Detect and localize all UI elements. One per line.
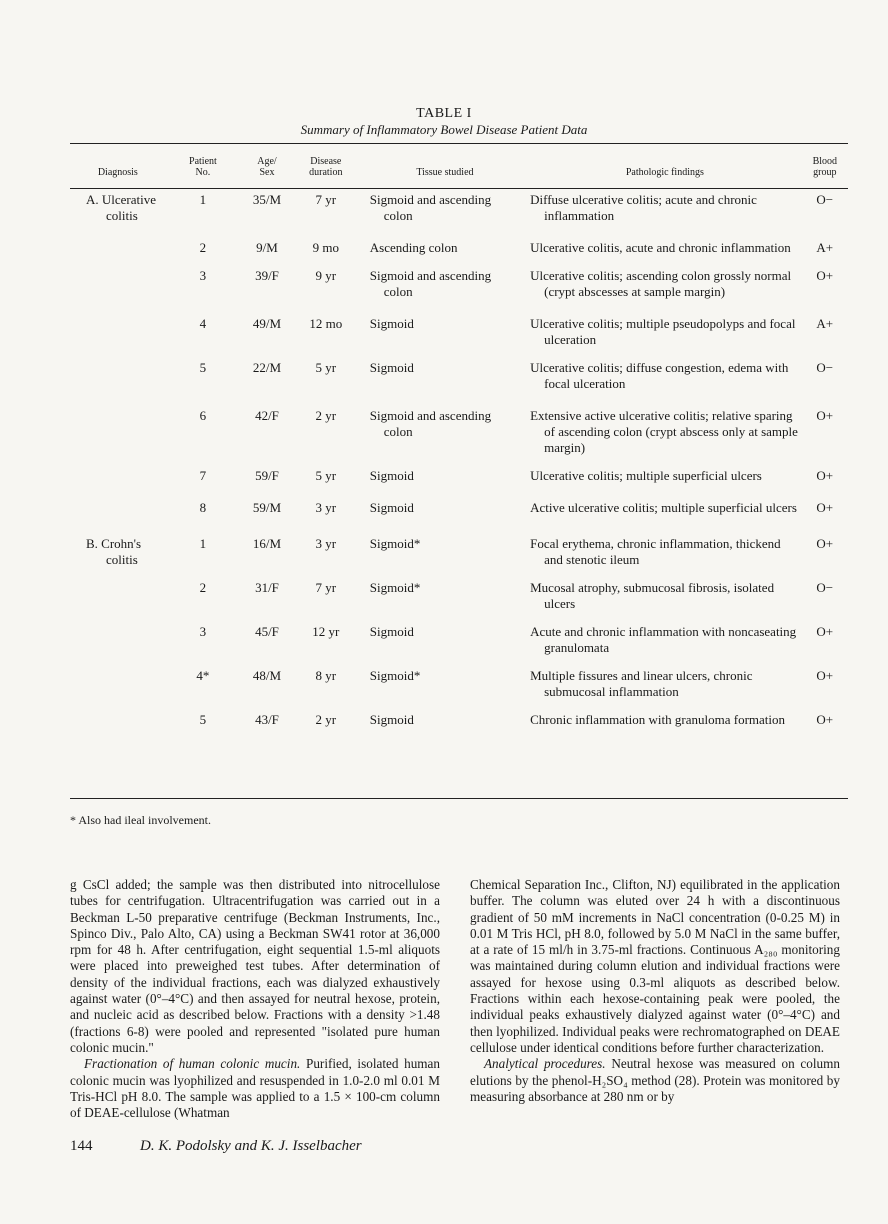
- pathology-cell: [522, 300, 801, 348]
- duration-cell: 2 yr: [315, 712, 337, 727]
- pathology-text: Active ulcerative colitis; multiple superficial ulcers: [530, 500, 797, 515]
- header-pathologic-findings: Pathologic findings: [625, 167, 704, 178]
- pathology-text: Multiple fissures and linear ulcers, chronic submucosal inflammation: [530, 668, 753, 699]
- body-paragraph: Fractionation of human colonic mucin. Purified, isolated human colonic mucin was lyophilized and resuspended in 1.0-2.0 ml 0.01 M Tris-HCl pH 8.0. The sample was applied to a 1.5 × 100-cm column of DEAE-cellulose (Whatman: [70, 1056, 440, 1121]
- patient-no-cell: 5: [199, 360, 207, 375]
- tissue-cell: [356, 700, 522, 728]
- tissue-cell: [356, 568, 522, 612]
- pathology-text: Focal erythema, chronic inflammation, thickend and stenotic ileum: [530, 536, 781, 567]
- patient-no-cell: 2: [199, 580, 207, 595]
- pathology-text: Ulcerative colitis; diffuse congestion, edema with focal ulceration: [530, 360, 789, 391]
- age-sex-cell: 42/F: [255, 408, 279, 423]
- tissue-text: Sigmoid: [369, 316, 414, 331]
- diagnosis-cell: [70, 516, 168, 568]
- diagnosis-cell: [70, 300, 168, 348]
- duration-cell: 12 yr: [312, 624, 340, 639]
- pathology-cell: [522, 484, 801, 516]
- pathology-cell: [522, 700, 801, 728]
- patient-no-cell: 3: [199, 268, 207, 283]
- duration-cell: 7 yr: [315, 192, 337, 207]
- tissue-cell: [356, 516, 522, 568]
- tissue-cell: [356, 348, 522, 392]
- table-row: [70, 656, 848, 700]
- table-row: [70, 182, 848, 224]
- blood-group-cell: O+: [816, 500, 834, 515]
- pathology-cell: [522, 568, 801, 612]
- page-number: 144: [70, 1138, 93, 1154]
- duration-cell: 3 yr: [315, 536, 337, 551]
- table-row: [70, 700, 848, 728]
- age-sex-cell: 16/M: [252, 536, 282, 551]
- table-top-rule: [70, 143, 848, 144]
- table-row: [70, 256, 848, 300]
- pathology-cell: [522, 516, 801, 568]
- tissue-text: Sigmoid*: [369, 668, 421, 683]
- pathology-cell: [522, 456, 801, 484]
- age-sex-cell: 59/F: [255, 468, 279, 483]
- table-header-row: [70, 152, 848, 182]
- diagnosis-cell: [70, 256, 168, 300]
- pathology-text: Ulcerative colitis, acute and chronic inflammation: [530, 240, 791, 255]
- table-row: [70, 568, 848, 612]
- header-age-sex: Age/ Sex: [257, 156, 277, 178]
- tissue-cell: [356, 612, 522, 656]
- table-row: [70, 612, 848, 656]
- table-row: [70, 300, 848, 348]
- pathology-text: Diffuse ulcerative colitis; acute and chronic inflammation: [530, 192, 757, 223]
- tissue-cell: [356, 182, 522, 224]
- diagnosis-cell: [70, 484, 168, 516]
- tissue-cell: [356, 256, 522, 300]
- blood-group-cell: O−: [816, 580, 834, 595]
- page-footer: [70, 1138, 362, 1155]
- age-sex-cell: 43/F: [255, 712, 279, 727]
- patient-no-cell: 3: [199, 624, 207, 639]
- diagnosis-cell: [70, 182, 168, 224]
- body-column-left: [70, 877, 440, 1121]
- tissue-cell: [356, 392, 522, 456]
- table-row: [70, 516, 848, 568]
- table-row: [70, 392, 848, 456]
- diagnosis-label-cont: colitis: [106, 552, 138, 567]
- diagnosis-cell: [70, 392, 168, 456]
- duration-cell: 12 mo: [309, 316, 343, 331]
- age-sex-cell: 45/F: [255, 624, 279, 639]
- diagnosis-label: B. Crohn's: [86, 536, 142, 551]
- tissue-cell: [356, 656, 522, 700]
- body-column-right: [470, 877, 840, 1105]
- pathology-cell: [522, 656, 801, 700]
- diagnosis-cell: [70, 568, 168, 612]
- tissue-text: Sigmoid and ascending colon: [369, 268, 492, 299]
- diagnosis-cell: [70, 700, 168, 728]
- tissue-cell: [356, 300, 522, 348]
- section-heading: Fractionation of human colonic mucin.: [84, 1056, 301, 1072]
- table-row: [70, 484, 848, 516]
- table-body: [70, 182, 848, 728]
- diagnosis-cell: [70, 612, 168, 656]
- age-sex-cell: 9/M: [256, 240, 278, 255]
- tissue-text: Sigmoid and ascending colon: [369, 192, 492, 223]
- duration-cell: 9 mo: [312, 240, 339, 255]
- patient-no-cell: 4*: [196, 668, 210, 683]
- diagnosis-cell: [70, 656, 168, 700]
- table-subtitle: Summary of Inflammatory Bowel Disease Patient Data: [300, 122, 588, 137]
- tissue-cell: [356, 224, 522, 256]
- patient-no-cell: 2: [199, 240, 207, 255]
- header-disease-duration: Disease duration: [309, 156, 343, 178]
- diagnosis-label-cont: colitis: [106, 208, 138, 223]
- header-tissue-studied: Tissue studied: [416, 167, 474, 178]
- blood-group-cell: O+: [816, 536, 834, 551]
- age-sex-cell: 59/M: [252, 500, 282, 515]
- header-diagnosis: Diagnosis: [97, 167, 138, 178]
- tissue-cell: [356, 484, 522, 516]
- pathology-text: Extensive active ulcerative colitis; relative sparing of ascending colon (crypt abscess only at sample margin): [530, 408, 798, 455]
- pathology-text: Mucosal atrophy, submucosal fibrosis, isolated ulcers: [530, 580, 775, 611]
- body-paragraph: Analytical procedures. Neutral hexose was measured on column elutions by the phenol-H₂SO₄ method (28). Protein was monitored by measuring absorbance at 280 nm or by: [470, 1056, 840, 1104]
- tissue-text: Sigmoid*: [369, 536, 421, 551]
- age-sex-cell: 49/M: [252, 316, 282, 331]
- patient-no-cell: 4: [199, 316, 207, 331]
- tissue-text: Ascending colon: [369, 240, 458, 255]
- pathology-text: Chronic inflammation with granuloma formation: [530, 712, 785, 727]
- pathology-cell: [522, 392, 801, 456]
- pathology-cell: [522, 348, 801, 392]
- tissue-text: Sigmoid*: [369, 580, 421, 595]
- pathology-text: Ulcerative colitis; multiple pseudopolyps and focal ulceration: [530, 316, 796, 347]
- blood-group-cell: O+: [816, 468, 834, 483]
- diagnosis-cell: [70, 224, 168, 256]
- diagnosis-cell: [70, 348, 168, 392]
- age-sex-cell: 35/M: [252, 192, 282, 207]
- tissue-cell: [356, 456, 522, 484]
- patient-no-cell: 1: [199, 536, 207, 551]
- tissue-text: Sigmoid: [369, 624, 414, 639]
- pathology-text: Acute and chronic inflammation with noncaseating granulomata: [530, 624, 797, 655]
- age-sex-cell: 31/F: [255, 580, 279, 595]
- blood-group-cell: A+: [816, 240, 834, 255]
- duration-cell: 5 yr: [315, 360, 337, 375]
- pathology-cell: [522, 224, 801, 256]
- body-paragraph: g CsCl added; the sample was then distributed into nitrocellulose tubes for centrifugation. Ultracentrifugation was carried out in a Beckman L-50 preparative centrifuge (Beckman Instruments, Inc., Spinco Div., Palo Alto, CA) using a Beckman SW41 rotor at 36,000 rpm for 48 h. After centrifugation, eight sequential 1.5-ml aliquots were placed into preweighed test tubes. After determination of density of the individual fractions, each was dialyzed exhaustively against water (0°–4°C) and then assayed for neutral hexose, protein, and nucleic acid as described below. Fractions with a density >1.48 (fractions 6-8) were pooled and represented "isolated pure human colonic mucin.": [70, 877, 440, 1055]
- patient-data-table: [70, 152, 848, 728]
- blood-group-cell: O−: [816, 192, 834, 207]
- patient-no-cell: 7: [199, 468, 207, 483]
- age-sex-cell: 48/M: [252, 668, 282, 683]
- duration-cell: 3 yr: [315, 500, 337, 515]
- table-title: TABLE I: [416, 106, 472, 121]
- blood-group-cell: O−: [816, 360, 834, 375]
- duration-cell: 7 yr: [315, 580, 337, 595]
- tissue-text: Sigmoid: [369, 360, 414, 375]
- pathology-text: Ulcerative colitis; multiple superficial ulcers: [530, 468, 762, 483]
- header-patient-no: Patient No.: [189, 156, 217, 178]
- diagnosis-cell: [70, 456, 168, 484]
- age-sex-cell: 22/M: [252, 360, 282, 375]
- authors: D. K. Podolsky and K. J. Isselbacher: [140, 1138, 362, 1154]
- tissue-text: Sigmoid: [369, 500, 414, 515]
- tissue-text: Sigmoid: [369, 468, 414, 483]
- pathology-cell: [522, 256, 801, 300]
- blood-group-cell: O+: [816, 268, 834, 283]
- header-blood-group: Blood group: [812, 156, 838, 178]
- pathology-cell: [522, 612, 801, 656]
- blood-group-cell: O+: [816, 668, 834, 683]
- duration-cell: 5 yr: [315, 468, 337, 483]
- blood-group-cell: A+: [816, 316, 834, 331]
- patient-no-cell: 1: [199, 192, 207, 207]
- pathology-text: Ulcerative colitis; ascending colon grossly normal (crypt abscesses at sample margin): [530, 268, 792, 299]
- table-bottom-rule: [70, 798, 848, 799]
- table-row: [70, 456, 848, 484]
- table-row: [70, 348, 848, 392]
- patient-no-cell: 5: [199, 712, 207, 727]
- age-sex-cell: 39/F: [255, 268, 279, 283]
- blood-group-cell: O+: [816, 624, 834, 639]
- body-paragraph: Chemical Separation Inc., Clifton, NJ) equilibrated in the application buffer. The column was eluted over 24 h with a discontinuous gradient of 50 mM increments in NaCl concentration (0-0.25 M) in 0.01 M Tris HCl, pH 8.0, followed by 5.0 M NaCl in the same buffer, at a rate of 15 ml/h in 3.75-ml fractions. Continuous A₂₈₀ monitoring was maintained during column elution and individual fractions were assayed for hexose using 0.3-ml aliquots as described below. Fractions within each hexose-containing peak were pooled, the individual peaks exhaustively dialyzed against water (0°–4°C) and then lyophilized. Individual peaks were rechromatographed on DEAE cellulose under identical conditions before further characterization.: [470, 877, 840, 1055]
- section-heading: Analytical procedures.: [484, 1056, 606, 1072]
- blood-group-cell: O+: [816, 712, 834, 727]
- tissue-text: Sigmoid and ascending colon: [369, 408, 492, 439]
- blood-group-cell: O+: [816, 408, 834, 423]
- tissue-text: Sigmoid: [369, 712, 414, 727]
- table-footnote: * Also had ileal involvement.: [70, 813, 211, 827]
- patient-no-cell: 6: [199, 408, 207, 423]
- diagnosis-label: A. Ulcerative: [86, 192, 157, 207]
- table-row: [70, 224, 848, 256]
- duration-cell: 8 yr: [315, 668, 337, 683]
- duration-cell: 2 yr: [315, 408, 337, 423]
- patient-no-cell: 8: [199, 500, 207, 515]
- duration-cell: 9 yr: [315, 268, 337, 283]
- pathology-cell: [522, 182, 801, 224]
